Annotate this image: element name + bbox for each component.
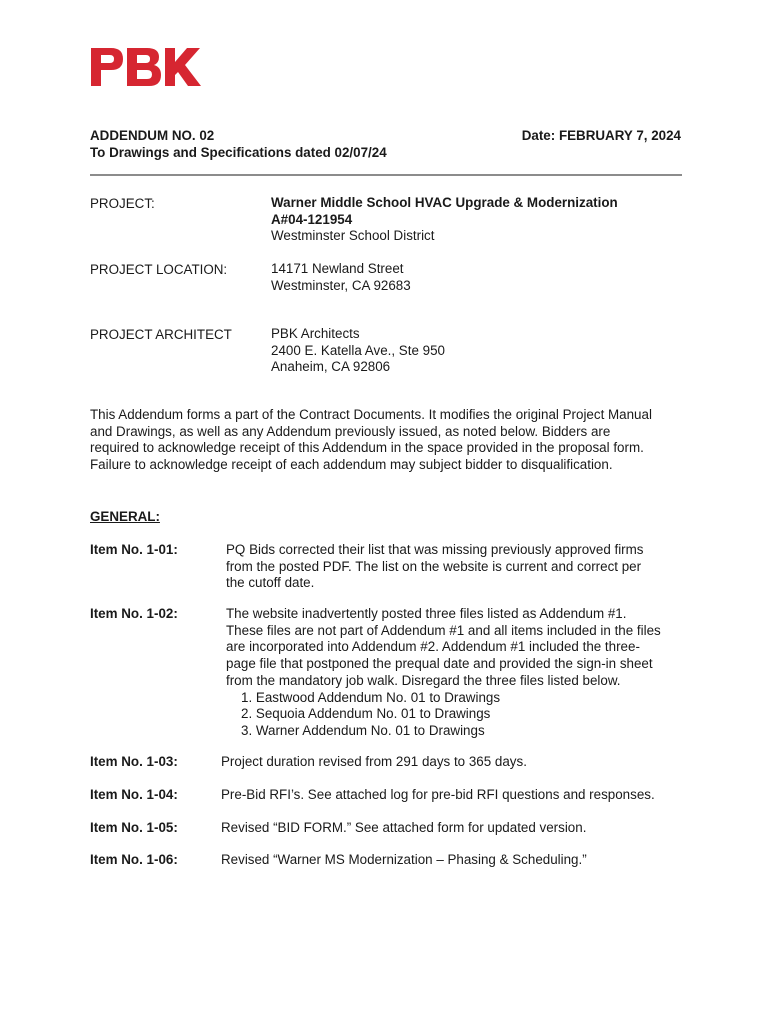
item-text: Pre-Bid RFI’s. See attached log for pre-bid RFI questions and responses.	[221, 787, 655, 802]
item-line: are incorporated into Addendum #2. Addendum #1 included the three-	[226, 639, 640, 655]
addendum-header	[90, 127, 387, 161]
list-item: 1. Eastwood Addendum No. 01 to Drawings	[241, 689, 501, 705]
project-district: Westminster School District	[271, 228, 435, 244]
item-line: from the posted PDF. The list on the website is current and correct per	[226, 558, 642, 574]
item-line: PQ Bids corrected their list that was missing previously approved firms	[226, 542, 644, 557]
intro-line: and Drawings, as well as any Addendum previously issued, as noted below. Bidders are	[90, 423, 611, 439]
project-name: Warner Middle School HVAC Upgrade & Modernization	[271, 195, 618, 210]
project-number: A#04-121954	[271, 211, 353, 227]
item-text: Revised “Warner MS Modernization – Phasing & Scheduling.”	[221, 852, 587, 867]
item-text	[226, 606, 661, 740]
addendum-number: ADDENDUM NO. 02	[90, 128, 215, 143]
location-city: Westminster, CA 92683	[271, 277, 411, 293]
intro-line: Failure to acknowledge receipt of each addendum may subject bidder to disqualification.	[90, 457, 613, 473]
pbk-logo	[89, 46, 203, 88]
architect-street: 2400 E. Katella Ave., Ste 950	[271, 342, 445, 358]
item-label: Item No. 1-05:	[90, 820, 178, 835]
item-text: Project duration revised from 291 days to 365 days.	[221, 754, 527, 769]
item-line: the cutoff date.	[226, 575, 315, 591]
architect-label: PROJECT ARCHITECT	[90, 327, 232, 342]
architect-info	[271, 326, 445, 376]
location-label: PROJECT LOCATION:	[90, 262, 228, 277]
header-divider	[90, 174, 682, 176]
item-line: The website inadvertently posted three files listed as Addendum #1.	[226, 606, 627, 621]
general-heading: GENERAL:	[90, 509, 160, 524]
architect-name: PBK Architects	[271, 326, 360, 341]
intro-line: required to acknowledge receipt of this Addendum in the space provided in the proposal form.	[90, 440, 644, 456]
intro-line: This Addendum forms a part of the Contract Documents. It modifies the original Project Manual	[90, 407, 652, 422]
project-info	[271, 195, 618, 245]
item-text	[226, 542, 644, 592]
item-label: Item No. 1-01:	[90, 542, 178, 557]
addendum-date: Date: FEBRUARY 7, 2024	[521, 128, 681, 143]
location-info	[271, 261, 411, 294]
addendum-subtitle: To Drawings and Specifications dated 02/07/24	[90, 145, 387, 160]
disregard-file-list	[226, 690, 661, 740]
list-item: 2. Sequoia Addendum No. 01 to Drawings	[241, 706, 491, 722]
item-line: from the mandatory job walk. Disregard the three files listed below.	[226, 672, 621, 688]
intro-paragraph	[90, 407, 690, 474]
list-item: 3. Warner Addendum No. 01 to Drawings	[241, 722, 485, 738]
item-label: Item No. 1-04:	[90, 787, 178, 802]
item-text: Revised “BID FORM.” See attached form for updated version.	[221, 820, 587, 835]
location-street: 14171 Newland Street	[271, 261, 404, 276]
item-label: Item No. 1-06:	[90, 852, 178, 867]
item-line: page file that postponed the prequal date and provided the sign-in sheet	[226, 656, 653, 672]
architect-city: Anaheim, CA 92806	[271, 359, 391, 375]
item-label: Item No. 1-02:	[90, 606, 178, 621]
item-line: These files are not part of Addendum #1 and all items included in the files	[226, 622, 661, 638]
item-label: Item No. 1-03:	[90, 754, 178, 769]
project-label: PROJECT:	[90, 196, 155, 211]
